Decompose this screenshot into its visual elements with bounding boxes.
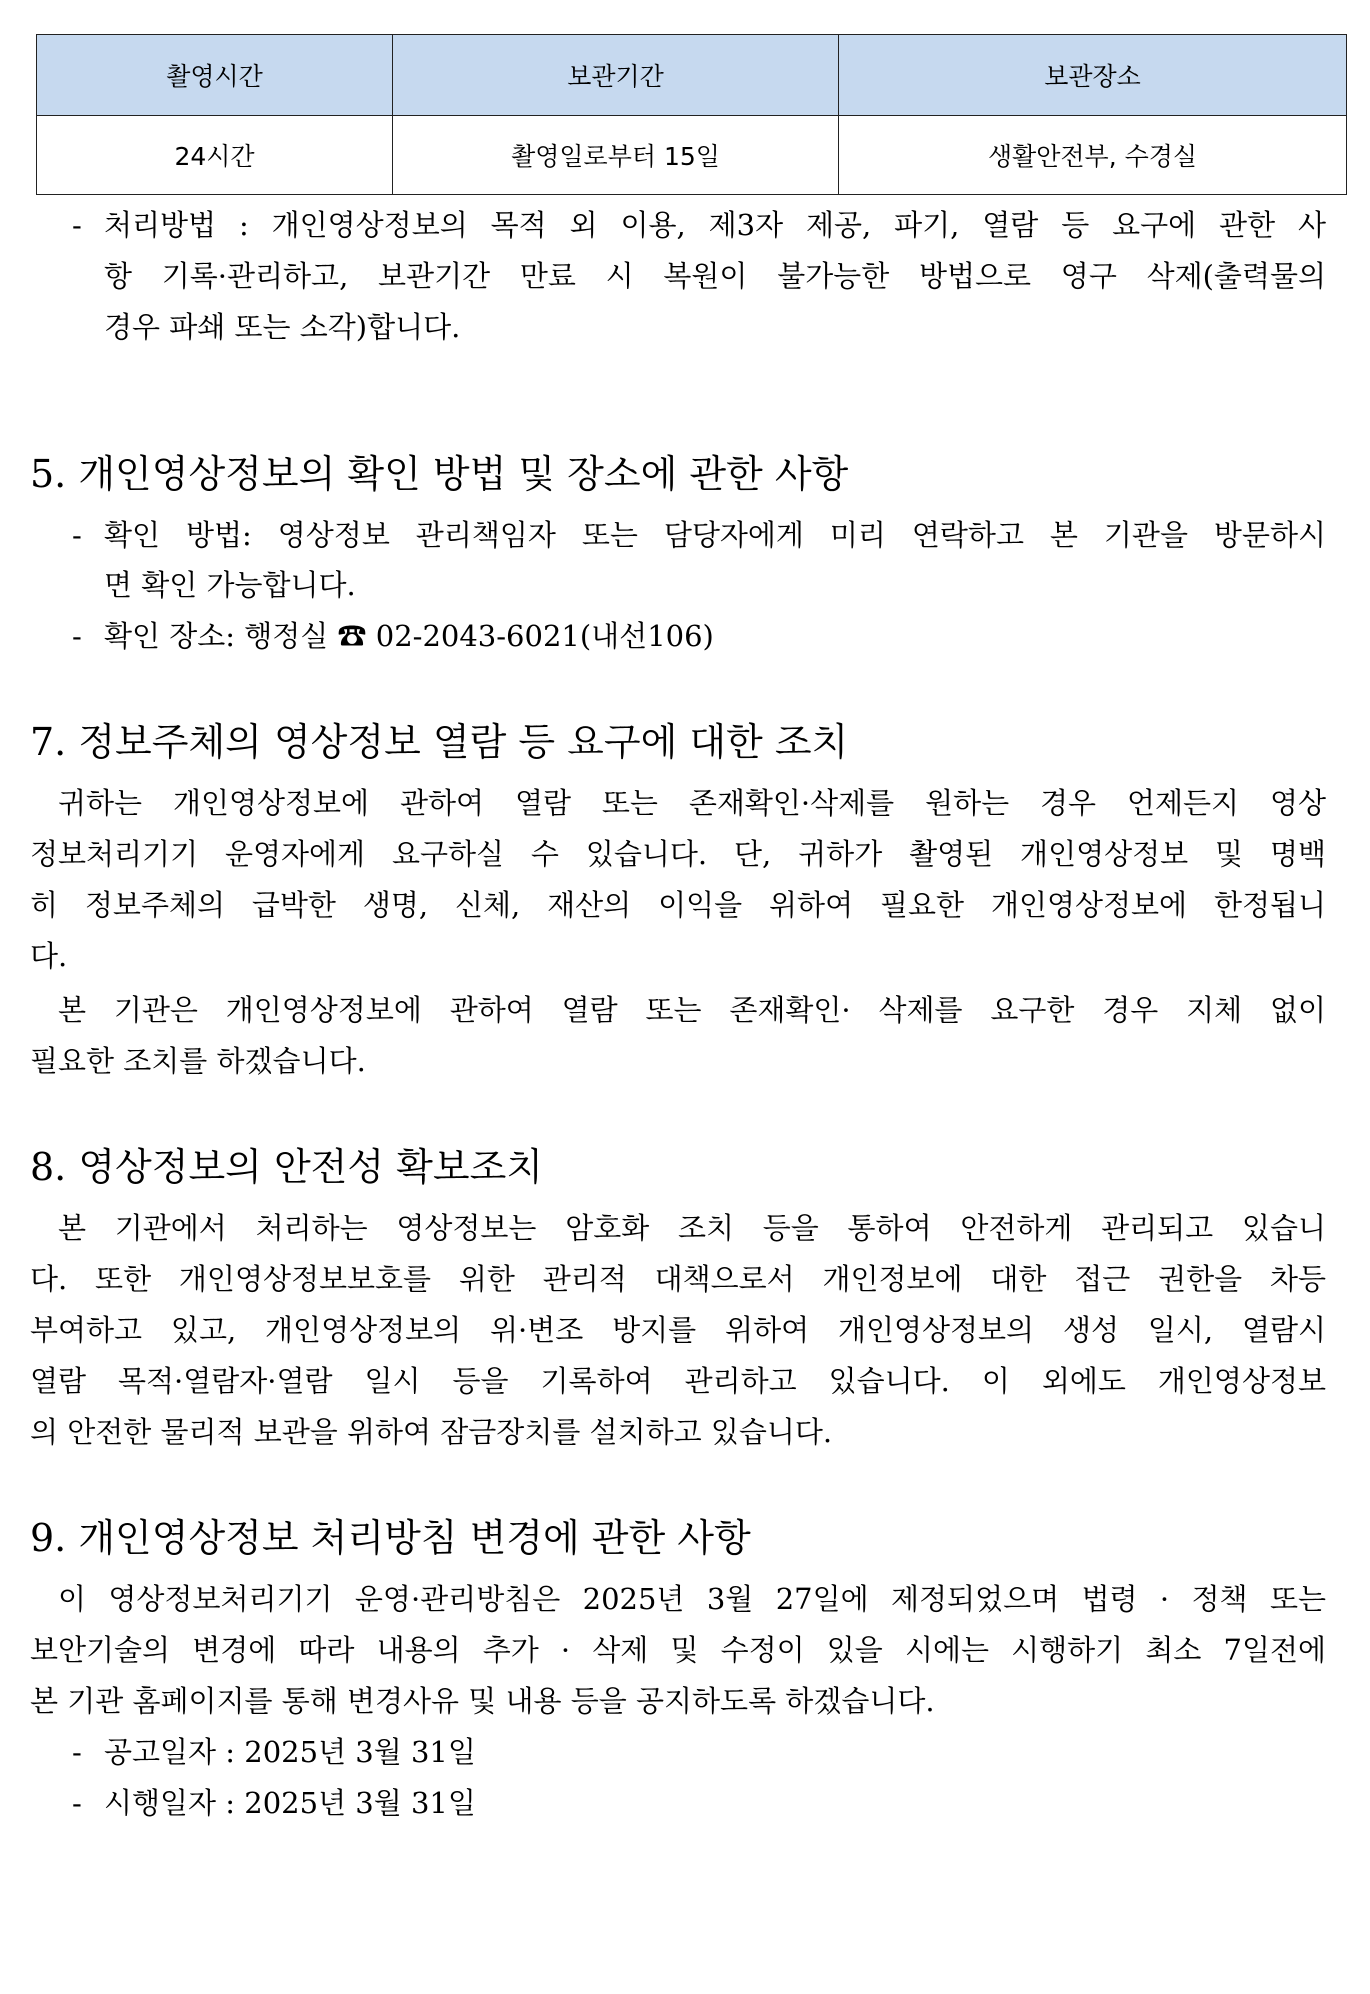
- confirm-location: 확인 장소: 행정실 ☎ 02-2043-6021(내선106): [104, 619, 714, 653]
- bullet-dash: -: [72, 1735, 82, 1769]
- section-7-line-2: 정보처리기기 운영자에게 요구하실 수 있습니다. 단, 귀하가 촬영된 개인영상정보 및 명백: [30, 837, 1326, 871]
- cctv-retention-table: [36, 34, 1347, 195]
- confirm-method-line-2: 면 확인 가능합니다.: [104, 568, 356, 602]
- section-9-line-1: 이 영상정보처리기기 운영·관리방침은 2025년 3월 27일에 제정되었으며 법령 · 정책 또는: [58, 1582, 1326, 1616]
- section-8-line-4: 열람 목적·열람자·열람 일시 등을 기록하여 관리하고 있습니다. 이 외에도 개인영상정보: [30, 1364, 1326, 1398]
- effective-date: 시행일자 : 2025년 3월 31일: [104, 1786, 476, 1820]
- bullet-dash: -: [72, 518, 82, 552]
- header-capture-time: 촬영시간: [37, 35, 393, 116]
- section-8-title: 8. 영상정보의 안전성 확보조치: [30, 1145, 543, 1189]
- table-row: [37, 116, 1347, 195]
- section-9-line-2: 보안기술의 변경에 따라 내용의 추가 · 삭제 및 수정이 있을 시에는 시행하기 최소 7일전에: [30, 1633, 1326, 1667]
- announcement-date: 공고일자 : 2025년 3월 31일: [104, 1735, 476, 1769]
- processing-method-line-2: 항 기록·관리하고, 보관기간 만료 시 복원이 불가능한 방법으로 영구 삭제(출력물의: [104, 259, 1326, 293]
- bullet-dash: -: [72, 1786, 82, 1820]
- section-8-line-3: 부여하고 있고, 개인영상정보의 위·변조 방지를 위하여 개인영상정보의 생성 일시, 열람시: [30, 1313, 1326, 1347]
- section-8-line-5: 의 안전한 물리적 보관을 위하여 잠금장치를 설치하고 있습니다.: [30, 1415, 833, 1449]
- section-9-line-3: 본 기관 홈페이지를 통해 변경사유 및 내용 등을 공지하도록 하겠습니다.: [30, 1684, 935, 1718]
- section-7-line-5: 본 기관은 개인영상정보에 관하여 열람 또는 존재확인· 삭제를 요구한 경우 지체 없이: [58, 993, 1326, 1027]
- cell-retention-period: 촬영일로부터 15일: [393, 116, 839, 195]
- section-8-line-2: 다. 또한 개인영상정보보호를 위한 관리적 대책으로서 개인정보에 대한 접근 권한을 차등: [30, 1262, 1326, 1296]
- cell-storage-location: 생활안전부, 수경실: [839, 116, 1347, 195]
- header-retention-period: 보관기간: [393, 35, 839, 116]
- section-7-title: 7. 정보주체의 영상정보 열람 등 요구에 대한 조치: [30, 720, 849, 764]
- section-7-line-1: 귀하는 개인영상정보에 관하여 열람 또는 존재확인·삭제를 원하는 경우 언제든지 영상: [58, 786, 1326, 820]
- bullet-dash: -: [72, 208, 82, 242]
- section-7-line-4: 다.: [30, 939, 68, 973]
- processing-method-line-3: 경우 파쇄 또는 소각)합니다.: [104, 310, 461, 344]
- header-storage-location: 보관장소: [839, 35, 1347, 116]
- processing-method-line-1: 처리방법 : 개인영상정보의 목적 외 이용, 제3자 제공, 파기, 열람 등 요구에 관한 사: [104, 208, 1326, 242]
- section-7-line-3: 히 정보주체의 급박한 생명, 신체, 재산의 이익을 위하여 필요한 개인영상정보에 한정됩니: [30, 888, 1326, 922]
- cell-capture-time: 24시간: [37, 116, 393, 195]
- confirm-method-line-1: 확인 방법: 영상정보 관리책임자 또는 담당자에게 미리 연락하고 본 기관을 방문하시: [104, 518, 1326, 552]
- section-9-title: 9. 개인영상정보 처리방침 변경에 관한 사항: [30, 1516, 751, 1560]
- table-header-row: [37, 35, 1347, 116]
- bullet-dash: -: [72, 619, 82, 653]
- section-7-line-6: 필요한 조치를 하겠습니다.: [30, 1044, 366, 1078]
- section-5-title: 5. 개인영상정보의 확인 방법 및 장소에 관한 사항: [30, 452, 849, 496]
- section-8-line-1: 본 기관에서 처리하는 영상정보는 암호화 조치 등을 통하여 안전하게 관리되고 있습니: [58, 1211, 1326, 1245]
